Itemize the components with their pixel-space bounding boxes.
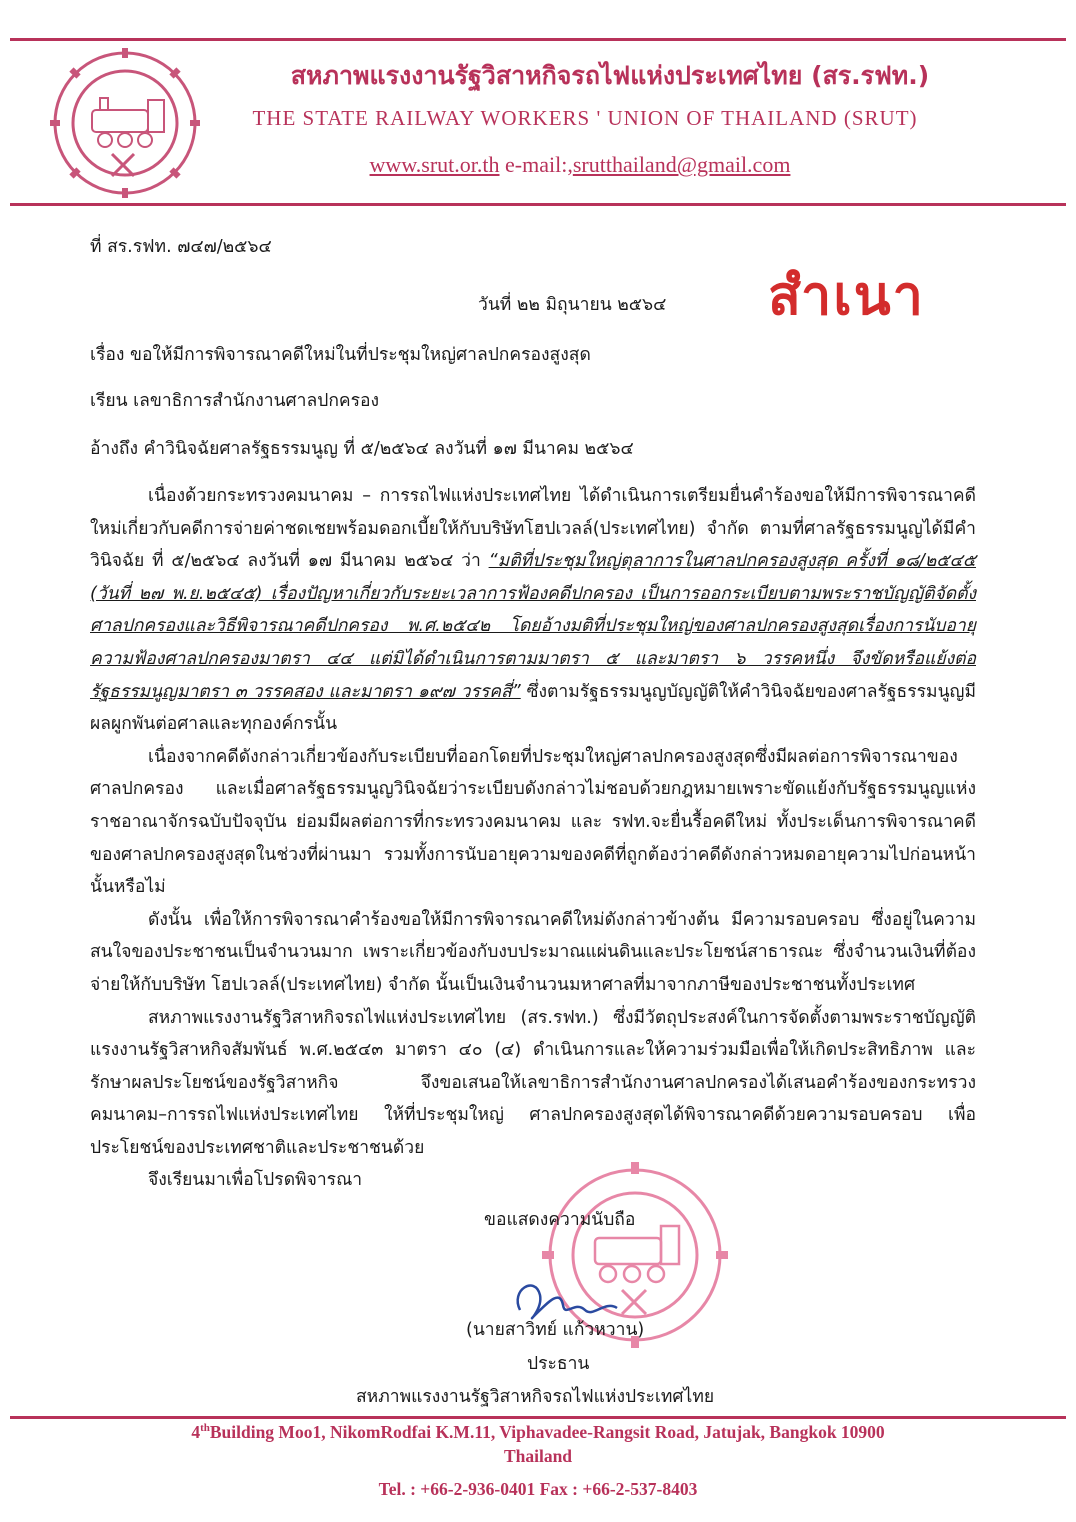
letter-subject: เรื่อง ขอให้มีการพิจารณาคดีใหม่ในที่ประชุมใหญ่ศาลปกครองสูงสุด [90, 345, 591, 365]
paragraph-4: สหภาพแรงงานรัฐวิสาหกิจรถไฟแห่งประเทศไทย (สร.รฟท.) ซึ่งมีวัตถุประสงค์ในการจัดตั้งตามพระราชบัญญัติแรงงานรัฐวิสาหกิจสัมพันธ์ พ.ศ.๒๕๔๓ มาตรา ๔๐ (๔) ดำเนินการและให้ความร่วมมือเพื่อให้เกิดประสิทธิภาพ และรักษาผลประโยชน์ของรัฐวิสาหกิจ จึงขอเสนอให้เลขาธิการสำนักงานศาลปกครองได้เสนอคำร้องของกระทรวงคมนาคม–การรถไฟแห่งประเทศไทย ให้ที่ประชุมใหญ่ ศาลปกครองสูงสุดได้พิจารณาคดีด้วยความรอบครอบ เพื่อประโยชน์ของประเทศชาติและประชาชนด้วย [90, 1007, 976, 1158]
org-contact-line [250, 152, 910, 178]
paragraph-1-tail: ซึ่งตามรัฐธรรมนูญบัญญัติให้คำวินิจฉัยของศาลรัฐธรรมนูญมีผลผูกพันต่อศาลและทุกองค์กรนั้น [90, 681, 976, 735]
union-logo-icon [50, 48, 200, 198]
footer-country: Thailand [503, 1446, 573, 1466]
footer-address [0, 1422, 1076, 1443]
letter-recipient: เรียน เลขาธิการสำนักงานศาลปกครอง [90, 391, 380, 411]
address-text: Building Moo1, NikomRodfai K.M.11, Viphavadee-Rangsit Road, Jatujak, Bangkok 10900 [209, 1422, 885, 1442]
regards-line: ขอแสดงความนับถือ [484, 1210, 636, 1230]
paragraph-1-lead: เนื่องด้วยกระทรวงคมนาคม – การรถไฟแห่งประเทศไทย ได้ดำเนินการเตรียมยื่นคำร้องขอให้มีการพิจารณาคดีใหม่เกี่ยวกับคดีการจ่ายค่าชดเชยพร้อมดอกเบี้ยให้กับบริษัทโฮปเวลล์(ประเทศไทย) จำกัด ตามที่ศาลรัฐธรรมนูญได้มีคำวินิจฉัย ที่ ๕/๒๕๖๔ ลงวันที่ ๑๗ มีนาคม ๒๕๖๔ ว่า [90, 486, 976, 572]
letter-date: วันที่ ๒๒ มิถุนายน ๒๕๖๔ [478, 295, 667, 315]
org-name-english: THE STATE RAILWAY WORKERS ' UNION OF THAILAND (SRUT) [252, 106, 918, 130]
header-bottom-rule [10, 203, 1066, 206]
org-name-thai: สหภาพแรงงานรัฐวิสาหกิจรถไฟแห่งประเทศไทย (สร.รฟท.) [290, 61, 930, 90]
paragraph-1 [90, 480, 976, 741]
reference-number: ที่ สร.รฟท. ๗๔๗/๒๕๖๔ [90, 237, 272, 257]
letter-reference: อ้างถึง คำวินิจฉัยศาลรัฐธรรมนูญ ที่ ๕/๒๕๖๔ ลงวันที่ ๑๗ มีนาคม ๒๕๖๔ [90, 439, 634, 459]
address-building-number: 4 [191, 1422, 201, 1442]
email-label: e-mail:, [505, 152, 573, 177]
court-ruling-quote: “มติที่ประชุมใหญ่ตุลาการในศาลปกครองสูงสุด ครั้งที่ ๑๘/๒๕๔๕ (วันที่ ๒๗ พ.ย.๒๕๔๕) เรื่องปัญหาเกี่ยวกับระยะเวลาการฟ้องคดีปกครอง เป็นการออกระเบียบตามพระราชบัญญัติจัดตั้งศาลปกครองและวิธีพิจารณาคดีปกครอง พ.ศ.๒๕๔๒ โดยอ้างมติที่ประชุมใหญ่ของศาลปกครองสูงสุดเรื่องการนับอายุความฟ้องศาลปกครองมาตรา ๔๔ แต่มิได้ดำเนินการตามมาตรา ๕ และมาตรา ๖ วรรคหนึ่ง จึงขัดหรือแย้งต่อรัฐธรรมนูญมาตรา ๓ วรรคสอง และมาตรา ๑๙๗ วรรคสี่” [90, 551, 976, 702]
closing-line: จึงเรียนมาเพื่อโปรดพิจารณา [148, 1170, 363, 1191]
footer-phone: Tel. : +66-2-936-0401 Fax : +66-2-537-8403 [378, 1479, 698, 1499]
copy-stamp: สำเนา [768, 264, 925, 327]
paragraph-3: ดังนั้น เพื่อให้การพิจารณาคำร้องขอให้มีการพิจารณาคดีใหม่ดังกล่าวข้างต้น มีความรอบครอบ ซึ่งอยู่ในความสนใจของประชาชนเป็นจำนวนมาก เพราะเกี่ยวข้องกับงบประมาณแผ่นดินและประโยชน์สาธารณะ ซึ่งจำนวนเงินที่ต้องจ่ายให้กับบริษัท โฮปเวลล์(ประเทศไทย) จำกัด นั้นเป็นเงินจำนวนมหาศาลที่มาจากภาษีของประชาชนทั้งประเทศ [90, 909, 976, 995]
email-link[interactable]: srutthailand@gmail.com [572, 152, 791, 177]
signer-title: ประธาน [527, 1354, 590, 1374]
address-ordinal: th [200, 1422, 210, 1435]
website-link[interactable]: www.srut.or.th [369, 152, 500, 177]
footer-rule [10, 1416, 1066, 1419]
header-top-rule [10, 38, 1066, 41]
paragraph-2: เนื่องจากคดีดังกล่าวเกี่ยวข้องกับระเบียบที่ออกโดยที่ประชุมใหญ่ศาลปกครองสูงสุดซึ่งมีผลต่อการพิจารณาของศาลปกครอง และเมื่อศาลรัฐธรรมนูญวินิจฉัยว่าระเบียบดังกล่าวไม่ชอบด้วยกฎหมายเพราะขัดแย้งกับรัฐธรรมนูญแห่งราชอาณาจักรฉบับปัจจุบัน ย่อมมีผลต่อการที่กระทรวงคมนาคม และ รฟท.จะยื่นรื้อคดีใหม่ ทั้งประเด็นการพิจารณาคดีของศาลปกครองสูงสุดในช่วงที่ผ่านมา รวมทั้งการนับอายุความของคดีที่ถูกต้องว่าคดีดังกล่าวหมดอายุความไปก่อนหน้านั้นหรือไม่ [90, 746, 976, 898]
letter-body [90, 480, 976, 1197]
signer-organization: สหภาพแรงงานรัฐวิสาหกิจรถไฟแห่งประเทศไทย [356, 1387, 715, 1407]
signer-name: (นายสาวิทย์ แก้วหวาน) [466, 1320, 645, 1340]
